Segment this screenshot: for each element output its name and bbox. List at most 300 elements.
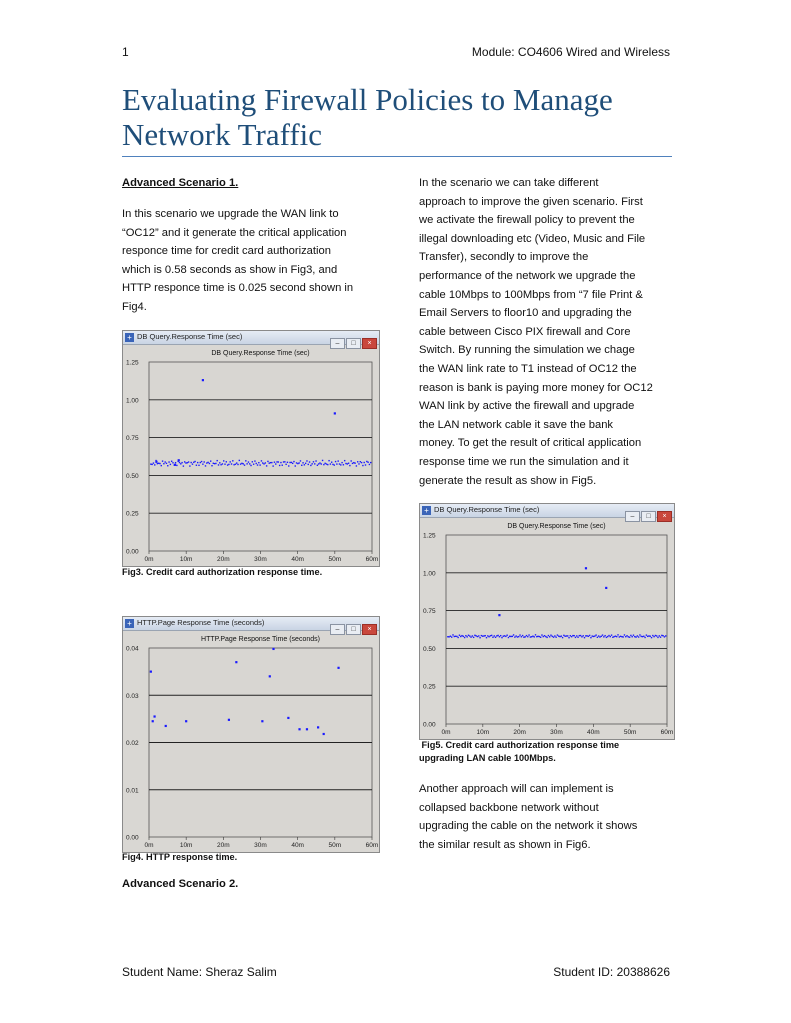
x-tick-label: 30m (550, 729, 563, 736)
x-tick-label: 40m (587, 729, 600, 736)
data-point (498, 614, 500, 616)
data-point (315, 460, 316, 461)
data-point (222, 463, 223, 464)
data-point (509, 636, 510, 637)
data-point (347, 463, 348, 464)
text-line: the similar result as shown in Fig6. (419, 838, 591, 851)
data-point (485, 635, 486, 636)
text-line: Email Servers to floor10 and upgrading the (419, 307, 632, 320)
data-point (624, 634, 625, 635)
data-point (367, 462, 368, 463)
data-point (637, 635, 638, 636)
y-tick-label: 0.75 (423, 608, 436, 616)
y-tick-label: 0.00 (126, 548, 139, 556)
y-tick-label: 0.50 (423, 645, 436, 653)
data-point (537, 636, 538, 637)
data-point (265, 462, 266, 463)
data-point (513, 634, 514, 635)
data-point (524, 636, 525, 637)
data-point (459, 635, 460, 636)
x-tick-label: 40m (291, 842, 304, 849)
data-point (313, 461, 314, 462)
data-point (180, 463, 181, 464)
data-point (348, 463, 349, 464)
data-point (643, 636, 644, 637)
data-point (613, 636, 614, 637)
data-point (479, 637, 480, 638)
data-point (539, 636, 540, 637)
data-point (343, 464, 344, 465)
x-tick-label: 50m (328, 556, 342, 563)
data-point (168, 461, 169, 462)
data-point (651, 637, 652, 638)
data-point (269, 675, 271, 677)
data-point (202, 463, 203, 464)
data-point (155, 461, 157, 463)
data-point (531, 636, 532, 637)
chart-fig4 (123, 630, 379, 852)
data-point (185, 720, 187, 722)
data-point (526, 635, 527, 636)
data-point (474, 635, 475, 636)
data-point (190, 462, 191, 463)
data-point (276, 461, 277, 462)
data-point (235, 464, 236, 465)
x-tick-label: 30m (254, 842, 267, 849)
text-line: responce time for credit card authorization (122, 245, 331, 258)
data-point (356, 465, 357, 466)
data-point (214, 463, 215, 464)
data-point (646, 634, 647, 635)
chart-window-fig4 (122, 616, 380, 853)
data-point (164, 461, 165, 462)
data-point (172, 462, 173, 463)
data-point (235, 661, 237, 663)
data-point (648, 635, 649, 636)
data-point (488, 636, 489, 637)
data-point (188, 461, 189, 462)
data-point (328, 460, 329, 461)
data-point (324, 463, 325, 464)
data-point (501, 637, 502, 638)
data-point (552, 636, 553, 637)
data-point (633, 635, 634, 636)
data-point (366, 461, 367, 462)
x-tick-label: 20m (217, 842, 230, 849)
data-point (341, 462, 342, 463)
data-point (165, 725, 167, 727)
data-point (536, 636, 537, 637)
data-point (228, 719, 230, 721)
data-point (236, 462, 237, 463)
window-title: DB Query.Response Time (sec) (137, 332, 243, 341)
data-point (174, 464, 176, 466)
data-point (599, 636, 600, 637)
data-point (601, 636, 602, 637)
data-point (176, 465, 177, 466)
data-point (363, 462, 364, 463)
text-line: Another approach will can implement is (419, 783, 614, 795)
data-point (201, 461, 202, 462)
data-point (573, 635, 574, 636)
data-point (345, 463, 346, 464)
maximize-icon[interactable]: □ (346, 624, 361, 635)
data-point (157, 463, 158, 464)
data-point (350, 460, 351, 461)
data-point (319, 462, 320, 463)
chart-fig5 (420, 517, 674, 739)
data-point (644, 637, 645, 638)
data-point (159, 463, 160, 464)
data-point (295, 465, 296, 466)
maximize-icon[interactable]: □ (346, 338, 361, 349)
data-point (289, 462, 290, 463)
data-point (608, 635, 609, 636)
data-point (258, 462, 259, 463)
data-point (170, 464, 171, 465)
data-point (641, 636, 642, 637)
data-point (352, 463, 353, 464)
data-point (215, 463, 216, 464)
data-point (231, 463, 232, 464)
data-point (232, 460, 233, 461)
data-point (543, 636, 544, 637)
data-point (455, 636, 456, 637)
data-point (522, 635, 523, 636)
data-point (662, 635, 663, 636)
x-tick-label: 20m (217, 556, 230, 563)
data-point (300, 460, 301, 461)
y-tick-label: 1.00 (423, 570, 436, 578)
y-tick-label: 0.02 (126, 740, 139, 747)
data-point (354, 462, 355, 463)
data-point (217, 460, 218, 461)
data-point (230, 461, 231, 462)
data-point (158, 463, 159, 464)
app-icon: + (422, 506, 431, 515)
data-point (161, 465, 162, 466)
data-point (481, 635, 482, 636)
y-tick-label: 0.04 (126, 645, 139, 653)
data-point (178, 459, 180, 461)
text-line: reason is bank is paying more money for OC12 (419, 381, 653, 394)
data-point (246, 463, 247, 464)
data-point (553, 636, 554, 637)
data-point (581, 636, 582, 637)
data-point (561, 635, 562, 636)
data-point (541, 634, 542, 635)
data-point (166, 463, 167, 464)
data-point (464, 637, 465, 638)
data-point (597, 637, 598, 638)
data-point (187, 462, 188, 463)
page-title (122, 82, 682, 152)
minimize-icon[interactable]: – (330, 338, 345, 349)
data-point (197, 462, 198, 463)
heading-advanced-scenario-2: Advanced Scenario 2. (122, 878, 239, 890)
data-point (233, 464, 234, 465)
data-point (548, 635, 549, 636)
chart-title: DB Query.Response Time (sec) (507, 523, 606, 530)
data-point (476, 635, 477, 636)
y-tick-label: 0.50 (126, 472, 139, 480)
data-point (477, 636, 478, 637)
data-point (563, 635, 564, 636)
data-point (566, 635, 567, 636)
text-line: Transfer), secondly to improve the (419, 251, 589, 264)
data-point (592, 635, 593, 636)
close-icon[interactable]: × (362, 624, 377, 635)
data-point (452, 634, 453, 635)
data-point (466, 636, 467, 637)
fig3-caption: Fig3. Credit card authorization response time. (122, 567, 323, 577)
data-point (309, 461, 310, 462)
title-line-2: Network Traffic (122, 117, 323, 152)
data-point (550, 635, 551, 636)
data-point (512, 636, 513, 637)
data-point (249, 463, 250, 464)
data-point (261, 460, 262, 461)
data-point (504, 635, 505, 636)
data-point (151, 464, 152, 465)
data-point (665, 635, 666, 636)
text-line: In this scenario we upgrade the WAN link to (122, 208, 339, 220)
y-tick-label: 1.25 (126, 359, 139, 367)
title-line-1: Evaluating Firewall Policies to Manage (122, 82, 613, 117)
data-point (224, 463, 225, 464)
y-tick-label: 0.01 (126, 787, 139, 795)
data-point (544, 635, 545, 636)
data-point (353, 462, 354, 463)
text-line: In the scenario we can take different (419, 177, 599, 189)
data-point (508, 637, 509, 638)
data-point (184, 461, 185, 462)
data-point (302, 462, 303, 463)
data-point (228, 464, 229, 465)
minimize-icon[interactable]: – (625, 511, 640, 522)
data-point (490, 635, 491, 636)
data-point (450, 636, 451, 637)
data-point (206, 462, 207, 463)
chart-window-fig3 (122, 330, 380, 567)
data-point (162, 460, 163, 461)
right-paragraph-1 (419, 174, 689, 490)
data-point (580, 635, 581, 636)
text-line: we activate the firewall policy to prevent the (419, 214, 635, 227)
data-point (528, 634, 529, 635)
data-point (586, 635, 587, 636)
plot-area (446, 535, 667, 724)
maximize-icon[interactable]: □ (641, 511, 656, 522)
data-point (564, 636, 565, 637)
data-point (638, 636, 639, 637)
caption-line: Fig5. Credit card authorization response time (419, 740, 620, 750)
data-point (317, 465, 318, 466)
text-line: cable between Cisco PIX firewall and Core (419, 325, 631, 338)
data-point (491, 635, 492, 636)
data-point (243, 463, 244, 464)
data-point (200, 462, 201, 463)
data-point (266, 465, 267, 466)
data-point (598, 635, 599, 636)
data-point (318, 463, 319, 464)
data-point (483, 635, 484, 636)
data-point (154, 464, 155, 465)
data-point (250, 465, 251, 466)
data-point (274, 461, 275, 462)
chart-window-fig5 (419, 503, 675, 740)
data-point (202, 379, 204, 381)
data-point (321, 463, 322, 464)
left-paragraph-1 (122, 205, 382, 317)
data-point (270, 462, 271, 463)
data-point (505, 636, 506, 637)
data-point (308, 464, 309, 465)
data-point (451, 636, 452, 637)
data-point (660, 636, 661, 637)
data-point (589, 635, 590, 636)
data-point (205, 465, 206, 466)
y-tick-label: 0.00 (126, 834, 139, 842)
data-point (503, 635, 504, 636)
data-point (583, 635, 584, 636)
data-point (237, 464, 238, 465)
text-line: performance of the network we upgrade the (419, 269, 636, 282)
x-tick-label: 60m (365, 556, 379, 563)
x-tick-label: 30m (254, 556, 267, 563)
text-line: generate the result as show in Fig5. (419, 474, 597, 487)
data-point (239, 460, 240, 461)
data-point (219, 462, 220, 463)
data-point (642, 636, 643, 637)
data-point (499, 636, 500, 637)
data-point (272, 465, 273, 466)
data-point (226, 461, 227, 462)
data-point (360, 461, 361, 462)
data-point (306, 728, 308, 730)
caption-line: upgrading LAN cable 100Mbps. (419, 753, 556, 763)
data-point (259, 464, 260, 465)
data-point (245, 460, 246, 461)
data-point (519, 634, 520, 635)
data-point (326, 463, 327, 464)
data-point (465, 635, 466, 636)
data-point (469, 635, 470, 636)
data-point (248, 461, 249, 462)
data-point (585, 567, 587, 569)
data-point (193, 462, 194, 463)
text-line: approach to improve the given scenario. First (419, 195, 643, 208)
data-point (179, 462, 180, 463)
close-icon[interactable]: × (362, 338, 377, 349)
data-point (220, 464, 221, 465)
data-point (334, 464, 335, 465)
data-point (478, 635, 479, 636)
x-tick-label: 40m (291, 556, 304, 563)
text-line: cable 10Mbps to 100Mbps from “7 file Print & (419, 288, 643, 301)
close-icon[interactable]: × (657, 511, 672, 522)
data-point (280, 462, 281, 463)
data-point (183, 465, 184, 466)
data-point (619, 636, 620, 637)
data-point (635, 636, 636, 637)
data-point (584, 637, 585, 638)
data-point (207, 462, 208, 463)
minimize-icon[interactable]: – (330, 624, 345, 635)
data-point (275, 463, 276, 464)
data-point (611, 634, 612, 635)
data-point (653, 636, 654, 637)
chart-title: HTTP.Page Response Time (seconds) (201, 636, 320, 643)
data-point (365, 464, 366, 465)
app-icon: + (125, 333, 134, 342)
data-point (473, 637, 474, 638)
data-point (304, 464, 305, 465)
data-point (656, 635, 657, 636)
data-point (448, 636, 449, 637)
data-point (327, 464, 328, 465)
text-line: illegal downloading etc (Video, Music and File (419, 232, 646, 245)
data-point (213, 463, 214, 464)
data-point (272, 648, 274, 650)
x-tick-label: 50m (328, 842, 342, 849)
data-point (279, 465, 280, 466)
data-point (292, 463, 293, 464)
data-point (322, 460, 323, 461)
data-point (523, 637, 524, 638)
page-number: 1 (122, 45, 129, 59)
data-point (628, 636, 629, 637)
text-line: Fig4. (122, 300, 147, 313)
data-point (336, 463, 337, 464)
data-point (575, 637, 576, 638)
x-tick-label: 60m (365, 842, 379, 849)
data-point (532, 635, 533, 636)
data-point (167, 465, 168, 466)
data-point (594, 635, 595, 636)
data-point (335, 461, 336, 462)
data-point (305, 463, 306, 464)
data-point (621, 636, 622, 637)
data-point (262, 462, 263, 463)
data-point (344, 460, 345, 461)
data-point (482, 635, 483, 636)
data-point (506, 635, 507, 636)
data-point (625, 636, 626, 637)
data-point (153, 462, 154, 463)
y-tick-label: 1.25 (423, 532, 436, 540)
data-point (252, 461, 253, 462)
data-point (590, 637, 591, 638)
data-point (620, 636, 621, 637)
data-point (463, 636, 464, 637)
data-point (457, 637, 458, 638)
data-point (298, 728, 300, 730)
text-line: which is 0.58 seconds as show in Fig3, and (122, 263, 338, 276)
data-point (267, 461, 268, 462)
data-point (549, 636, 550, 637)
text-line: Switch. By running the simulation we chage (419, 344, 635, 357)
y-tick-label: 0.75 (126, 435, 139, 443)
data-point (559, 636, 560, 637)
data-point (198, 465, 199, 466)
data-point (588, 636, 589, 637)
data-point (545, 636, 546, 637)
right-paragraph-2 (419, 780, 689, 854)
data-point (317, 726, 319, 728)
data-point (546, 637, 547, 638)
data-point (579, 635, 580, 636)
